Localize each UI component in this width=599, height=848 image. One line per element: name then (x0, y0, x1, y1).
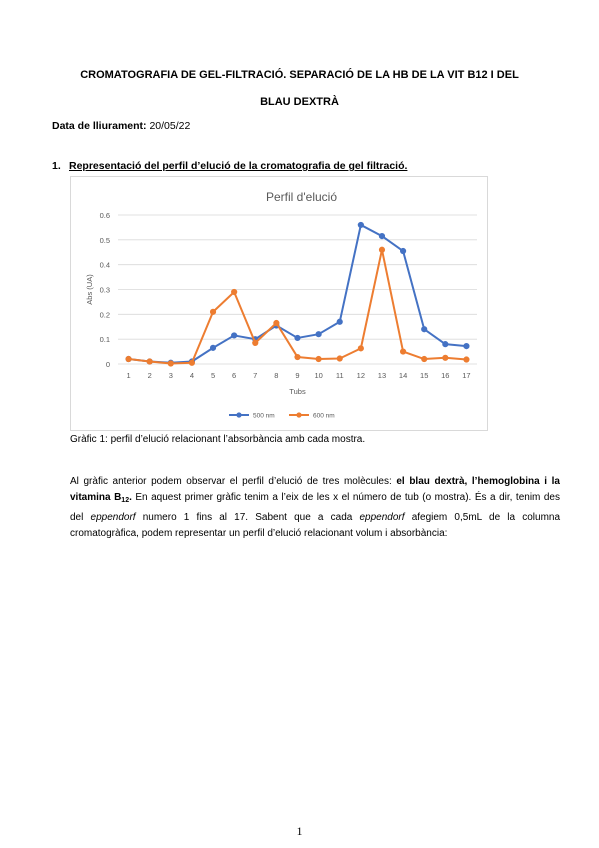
data-point-series-1 (337, 319, 342, 324)
paragraph-bold-end: . (129, 492, 132, 504)
paragraph-text-3: numero 1 fins al 17. Sabent que a cada (135, 511, 360, 523)
y-tick-label: 0.3 (99, 285, 110, 295)
x-tick-label: 2 (147, 371, 152, 380)
x-tick-label: 13 (377, 371, 387, 380)
data-point-series-2 (443, 355, 448, 360)
data-point-series-2 (232, 289, 237, 294)
x-tick-label: 16 (441, 371, 450, 380)
paragraph-italic-1: eppendorf (90, 511, 136, 523)
data-point-series-2 (422, 356, 427, 361)
data-point-series-2 (358, 346, 363, 351)
x-tick-label: 15 (420, 371, 429, 380)
y-tick-label: 0.1 (99, 335, 110, 345)
delivery-date-value: 20/05/22 (149, 120, 191, 132)
chart-title: Perfil d'elució (266, 190, 337, 204)
document-title-line-1: CROMATOGRAFIA DE GEL-FILTRACIÓ. SEPARACIÓ DE LA HB DE LA VIT B12 I DEL (80, 69, 519, 81)
data-point-series-2 (379, 247, 384, 252)
figure-caption: Gràfic 1: perfil d’elució relacionant l’absorbància amb cada mostra. (70, 434, 366, 445)
data-point-series-2 (126, 356, 131, 361)
data-point-series-2 (337, 356, 342, 361)
paragraph-text-1: Al gràfic anterior podem observar el perfil d’elució de tres molècules: (70, 476, 397, 487)
data-point-series-1 (379, 234, 384, 239)
data-point-series-1 (316, 332, 321, 337)
data-point-series-2 (168, 361, 173, 366)
document-title-line-2: BLAU DEXTRÀ (260, 96, 339, 108)
data-point-series-2 (147, 359, 152, 364)
paragraph-text-2: En aquest primer gràfic tenim a l’eix de les x el número de tub (o mostra). És a dir, tenim des del (70, 492, 560, 523)
y-tick-label: 0.6 (99, 211, 110, 220)
data-point-series-2 (316, 356, 321, 361)
data-point-series-2 (210, 309, 215, 314)
delivery-date-label: Data de lliurament: (52, 120, 147, 132)
x-tick-label: 5 (210, 371, 216, 380)
data-point-series-1 (358, 222, 363, 227)
section-heading (52, 160, 407, 172)
x-axis-label: Tubs (289, 387, 306, 396)
data-point-series-2 (400, 349, 405, 354)
data-point-series-1 (422, 327, 427, 332)
data-point-series-2 (295, 354, 300, 359)
paragraph-bold-subscript: 12 (121, 497, 130, 505)
body-paragraph (70, 474, 560, 542)
data-point-series-2 (464, 357, 469, 362)
paragraph-italic-2: eppendorf (359, 511, 405, 523)
legend-label-1: 500 nm (253, 412, 275, 420)
data-point-series-1 (400, 248, 405, 253)
x-tick-label: 11 (335, 371, 344, 380)
y-tick-label: 0 (105, 360, 110, 369)
x-tick-label: 8 (274, 371, 279, 380)
elution-chart-svg (71, 177, 489, 432)
y-tick-label: 0.2 (99, 310, 110, 320)
data-point-series-1 (232, 333, 237, 338)
y-tick-label: 0.5 (99, 235, 110, 245)
series-line-1 (129, 225, 467, 363)
x-tick-label: 9 (295, 371, 300, 380)
data-point-series-2 (189, 360, 194, 365)
data-point-series-1 (443, 342, 448, 347)
series-line-2 (129, 250, 467, 364)
legend-marker-2 (296, 412, 301, 417)
x-tick-label: 3 (168, 371, 173, 380)
data-point-series-1 (295, 335, 300, 340)
data-point-series-1 (464, 344, 469, 349)
data-point-series-2 (253, 340, 258, 345)
page-number: 1 (296, 824, 303, 838)
section-number: 1. (52, 160, 61, 172)
x-tick-label: 17 (462, 371, 471, 380)
section-title: Representació del perfil d’elució de la cromatografia de gel filtració. (69, 160, 408, 172)
x-tick-label: 14 (398, 371, 408, 380)
x-tick-label: 6 (232, 371, 237, 380)
y-tick-label: 0.4 (99, 260, 110, 270)
delivery-date (52, 120, 190, 132)
x-tick-label: 7 (253, 371, 258, 380)
x-tick-label: 10 (314, 371, 323, 380)
data-point-series-2 (274, 320, 279, 325)
x-tick-label: 4 (189, 371, 194, 380)
legend-label-2: 600 nm (313, 412, 335, 420)
legend-marker-1 (236, 412, 241, 417)
y-axis-label: Abs (UA) (85, 274, 94, 305)
paragraph-text-4: afegiem 0,5mL de la columna cromatogràfica, podem representar un perfil d’elució relacionant volum i absorbància: (70, 511, 561, 539)
data-point-series-1 (210, 345, 215, 350)
x-tick-label: 1 (126, 371, 131, 380)
elution-chart (70, 176, 488, 431)
x-tick-label: 12 (356, 371, 366, 380)
paragraph-bold-text: el blau dextrà, l’hemoglobina i la vitamina B (70, 476, 560, 504)
